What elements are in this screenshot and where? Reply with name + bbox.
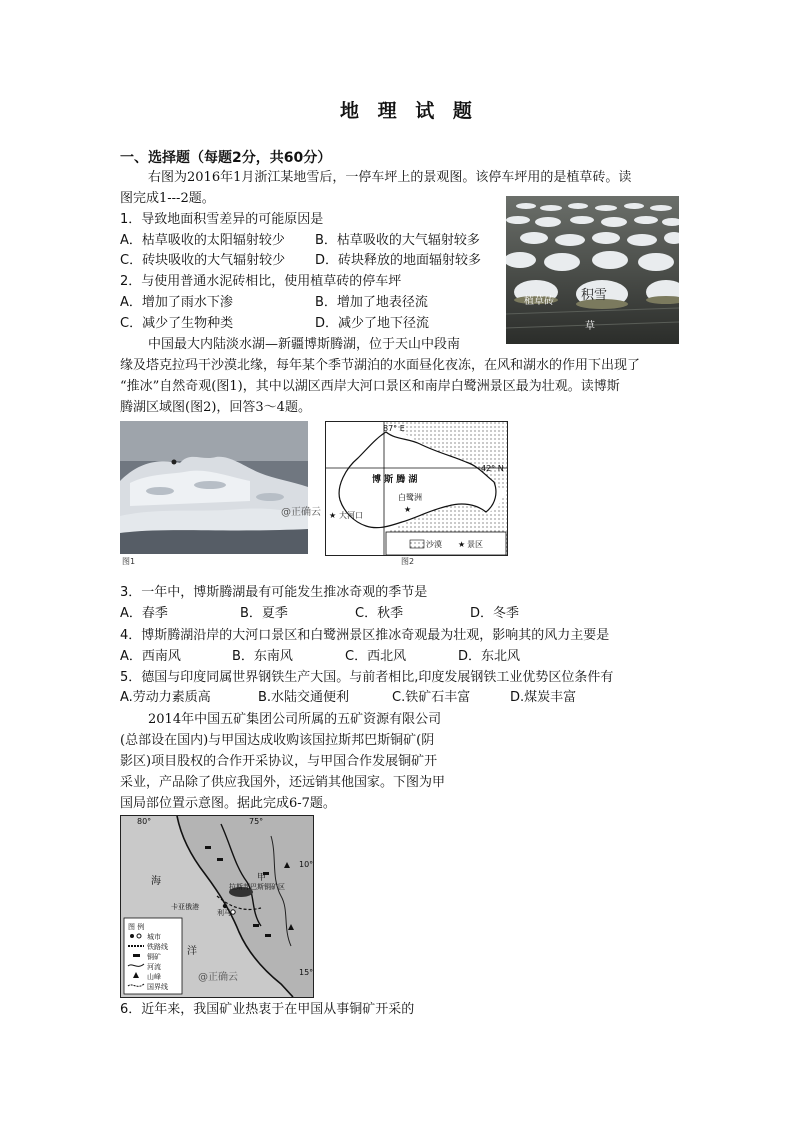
question-2-option-b: B．增加了地表径流 — [315, 295, 428, 310]
legend-river: 河流 — [147, 963, 161, 971]
intro-2-line-3: “推冰”自然奇观(图1)，其中以湖区西岸大河口景区和南岸白鹭洲景区最为壮观。读博斯 — [120, 379, 620, 394]
question-2-stem: 2．与使用普通水泥砖相比，使用植草砖的停车坪 — [120, 274, 402, 289]
section-heading: 一、选择题（每题2分，共60分） — [120, 150, 332, 166]
question-1-option-a: A．枯草吸收的太阳辐射较少 — [120, 233, 285, 248]
sea-label: 海 — [151, 876, 161, 887]
latitude-10-label: 10° — [299, 860, 314, 869]
lima-city-label: 利马 — [217, 909, 231, 917]
legend-peak: 山峰 — [147, 973, 161, 981]
intro-1-line-1: 右图为2016年1月浙江某地雪后，一停车坪上的景观图。该停车坪用的是植草砖。读 — [148, 170, 632, 185]
bailuzhou-label: 白鹭洲 — [398, 493, 422, 502]
question-4-option-a: A．西南风 — [120, 649, 181, 664]
intro-3-line-2: (总部设在国内)与甲国达成收购该国拉斯邦巴斯铜矿(阴 — [120, 733, 435, 748]
longitude-label: 87° E — [383, 424, 405, 433]
legend-railway: 铁路线 — [147, 943, 168, 951]
legend-border: 国界线 — [147, 983, 168, 991]
intro-1-line-2: 图完成1---2题。 — [120, 191, 215, 206]
page-title: 地 理 试 题 — [340, 100, 478, 122]
longitude-80-label: 80° — [137, 817, 152, 826]
question-1-option-d: D．砖块释放的地面辐射较多 — [315, 253, 482, 268]
watermark-2: @正确云 — [198, 972, 238, 983]
ocean-label: 洋 — [187, 946, 197, 957]
bosten-lake-outline — [326, 422, 507, 555]
question-5-option-c: C.铁矿石丰富 — [392, 690, 471, 705]
callao-port-label: 卡亚俄港 — [171, 903, 199, 911]
latitude-label: 42° N — [481, 464, 504, 473]
lake-name-label: 博 斯 腾 湖 — [372, 475, 418, 485]
country-jia-label: 甲 — [257, 873, 267, 883]
intro-3-line-1: 2014年中国五矿集团公司所属的五矿资源有限公司 — [148, 712, 442, 727]
legend-scenic-label: 景区 — [467, 540, 483, 549]
question-5-option-d: D.煤炭丰富 — [510, 690, 577, 705]
label-grass-brick: 植草砖 — [524, 296, 554, 307]
svg-text:★: ★ — [329, 511, 337, 520]
label-grass: 草 — [585, 321, 595, 332]
question-3-stem: 3．一年中，博斯腾湖最有可能发生推冰奇观的季节是 — [120, 585, 428, 600]
question-3-option-b: B．夏季 — [240, 606, 288, 621]
mine-area-label: 拉斯邦巴斯铜矿区 — [229, 883, 285, 891]
question-6-stem: 6．近年来，我国矿业热衷于在甲国从事铜矿开采的 — [120, 1002, 415, 1017]
svg-text:★: ★ — [404, 505, 412, 514]
question-3-option-c: C．秋季 — [355, 606, 404, 621]
ice-push-illustration — [120, 421, 308, 554]
question-4-option-d: D．东北风 — [458, 649, 521, 664]
longitude-75-label: 75° — [249, 817, 264, 826]
question-5-stem: 5．德国与印度同属世界钢铁生产大国。与前者相比,印度发展钢铁工业优势区位条件有 — [120, 670, 614, 685]
question-2-option-c: C．减少了生物种类 — [120, 316, 234, 331]
figure-2-caption: 图2 — [401, 557, 415, 566]
question-3-option-a: A．春季 — [120, 606, 168, 621]
intro-2-line-1: 中国最大内陆淡水湖—新疆博斯腾湖，位于天山中段南 — [148, 337, 461, 352]
legend-desert-label: 沙漠 — [426, 540, 442, 549]
intro-3-line-5: 国局部位置示意图。据此完成6-7题。 — [120, 796, 336, 811]
question-2-option-d: D．减少了地下径流 — [315, 316, 430, 331]
bosten-lake-map — [325, 421, 508, 556]
question-1-option-c: C．砖块吸收的大气辐射较少 — [120, 253, 286, 268]
ice-push-photo — [120, 421, 308, 554]
question-5-option-a: A.劳动力素质高 — [120, 690, 211, 705]
label-snow: 积雪 — [581, 288, 608, 303]
snow-parking-photo — [506, 196, 679, 344]
question-4-option-c: C．西北风 — [345, 649, 407, 664]
svg-text:★: ★ — [458, 540, 466, 549]
question-4-stem: 4．博斯腾湖沿岸的大河口景区和白鹭洲景区推冰奇观最为壮观，影响其的风力主要是 — [120, 628, 610, 643]
intro-2-line-4: 腾湖区域图(图2)，回答3～4题。 — [120, 400, 311, 415]
latitude-15-label: 15° — [299, 968, 314, 977]
intro-3-line-3: 影区)项目股权的合作开采协议，与甲国合作发展铜矿开 — [120, 754, 438, 769]
legend-city: 城市 — [147, 933, 161, 941]
question-1-option-b: B．枯草吸收的大气辐射较多 — [315, 233, 480, 248]
intro-3-line-4: 采业，产品除了供应我国外，还远销其他国家。下图为甲 — [120, 775, 446, 790]
question-1-stem: 1．导致地面积雪差异的可能原因是 — [120, 212, 324, 227]
question-3-option-d: D．冬季 — [470, 606, 520, 621]
legend-copper: 铜矿 — [147, 953, 161, 961]
watermark-1: @正确云 — [281, 507, 321, 518]
legend-title: 图 例 — [128, 923, 145, 931]
dahekou-label: 大河口 — [339, 511, 363, 520]
question-2-option-a: A．增加了雨水下渗 — [120, 295, 233, 310]
question-4-option-b: B．东南风 — [232, 649, 293, 664]
intro-2-line-2: 缘及塔克拉玛干沙漠北缘，每年某个季节湖泊的水面昼化夜冻，在风和湖水的作用下出现了 — [120, 358, 641, 373]
legend-symbols — [127, 930, 145, 992]
figure-1-caption: 图1 — [122, 557, 136, 566]
question-5-option-b: B.水陆交通便利 — [258, 690, 350, 705]
